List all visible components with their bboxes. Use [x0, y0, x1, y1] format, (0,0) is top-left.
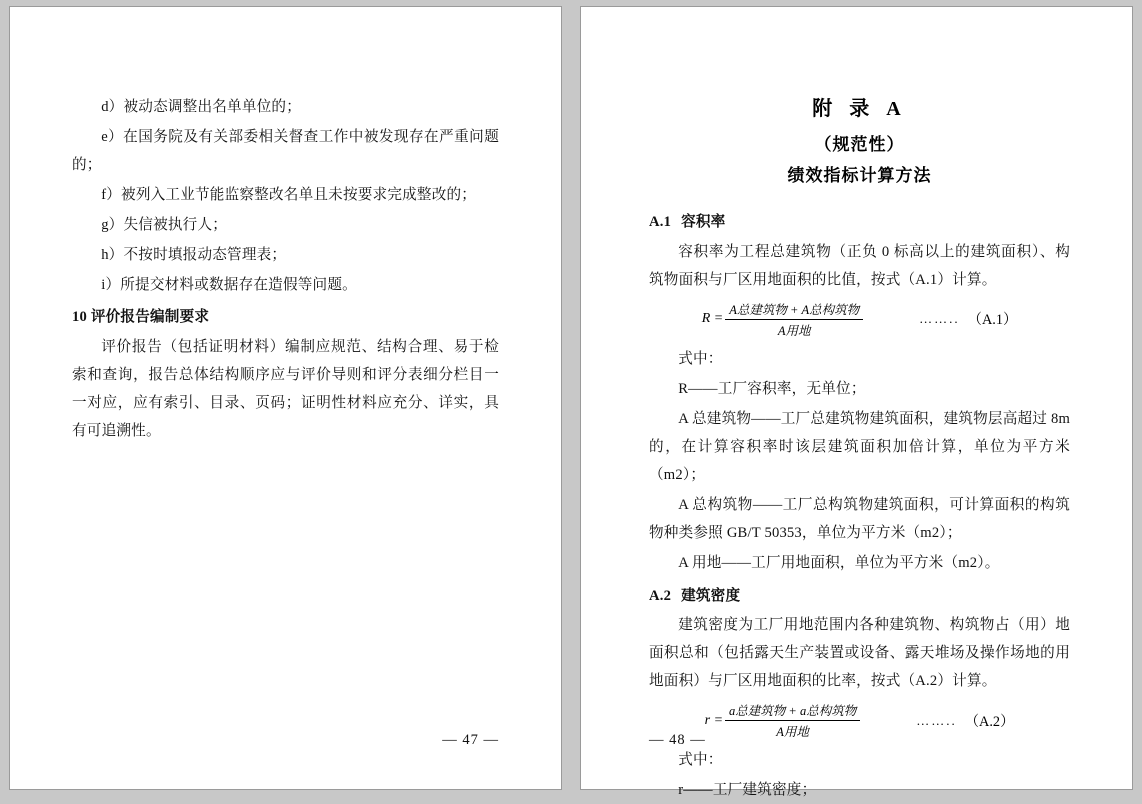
- page-number-right: — 48 —: [649, 732, 706, 748]
- section-a2-title: 建筑密度: [681, 587, 741, 604]
- formula-a2: [649, 701, 1070, 740]
- formula-a2-number: （A.2）: [964, 713, 1015, 730]
- formula-a1-denominator: A用地: [777, 323, 811, 338]
- page-right-content: [581, 7, 1132, 799]
- variable-definition: A 总建筑物——工厂总建筑物建筑面积，建筑物层高超过 8m 的，在计算容积率时该层建筑面积加倍计算，单位为平方米（m2）；: [649, 410, 1070, 483]
- list-item: i）所提交材料或数据存在造假等问题。: [101, 277, 357, 294]
- list-item: g）失信被执行人；: [101, 217, 228, 234]
- formula-a2-numerator: a总建筑物 + a总构筑物: [725, 701, 860, 721]
- section-a2-heading: [649, 583, 1070, 611]
- section-a1-where-label: 式中：: [678, 350, 723, 367]
- section-a2-where-label: 式中：: [678, 752, 723, 769]
- formula-a1-expression: [702, 300, 865, 339]
- list-item: f）被列入工业节能监察整改名单且未按要求完成整改的；: [101, 187, 477, 204]
- variable-definition: A 总构筑物——工厂总构筑物建筑面积，可计算面积的构筑物种类参照 GB/T 50353，单位为平方米（m2）；: [649, 496, 1070, 541]
- section-a1-number: A.1: [649, 213, 672, 230]
- formula-a2-expression: [705, 701, 863, 740]
- formula-a1-lhs: R =: [701, 311, 724, 327]
- section-a2-paragraph: 建筑密度为工厂用地范围内各种建筑物、构筑物占（用）地面积总和（包括露天生产装置或设备、露天堆场及操作场地的用地面积）与厂区用地面积的比率，按式（A.2）计算。: [649, 617, 1070, 690]
- formula-a2-denominator: A用地: [776, 725, 809, 740]
- variable-definition: r——工厂建筑密度；: [678, 782, 817, 799]
- list-item: d）被动态调整出名单单位的；: [101, 99, 302, 115]
- section-a1-heading: [649, 209, 1070, 237]
- body-paragraph: 评价报告（包括证明材料）编制应规范、结构合理、易于检索和查询，报告总体结构顺序应与评价导则和评分表细分栏目一一对应，应有索引、目录、页码；证明性材料应充分、详实，具有可追溯性。: [72, 339, 499, 440]
- variable-definition: A 用地——工厂用地面积，单位为平方米（m2）。: [678, 554, 1000, 571]
- formula-a2-fraction: [725, 701, 860, 740]
- section-a1-title: 容积率: [681, 213, 726, 230]
- section-heading: 10 评价报告编制要求: [72, 309, 210, 326]
- page-right: [580, 6, 1133, 799]
- section-a1-paragraph: 容积率为工程总建筑物（正负 0 标高以上的建筑面积）、构筑物面积与厂区用地面积的比值，按式（A.1）计算。: [649, 243, 1070, 288]
- variable-definition: R——工厂容积率，无单位；: [678, 380, 866, 397]
- page-number-left: — 47 —: [442, 732, 499, 748]
- page-left: [9, 6, 562, 790]
- formula-a1-fraction: [725, 300, 863, 339]
- list-item: h）不按时填报动态管理表；: [101, 247, 287, 264]
- formula-a1-number: （A.1）: [967, 312, 1018, 329]
- list-item: e）在国务院及有关部委相关督查工作中被发现存在严重问题的；: [72, 129, 499, 174]
- section-a2-number: A.2: [649, 587, 672, 604]
- formula-a1: [649, 300, 1070, 339]
- formula-a1-dots: ……..: [919, 311, 960, 327]
- formula-a2-lhs: r =: [704, 712, 724, 728]
- appendix-title: 绩效指标计算方法: [787, 165, 932, 185]
- formula-a2-dots: ……..: [916, 712, 957, 728]
- appendix-type: （规范性）: [814, 135, 905, 154]
- formula-a1-numerator: A总建筑物 + A总构筑物: [725, 300, 863, 320]
- appendix-label: 附 录 A: [812, 98, 907, 120]
- page-left-content: [10, 7, 561, 789]
